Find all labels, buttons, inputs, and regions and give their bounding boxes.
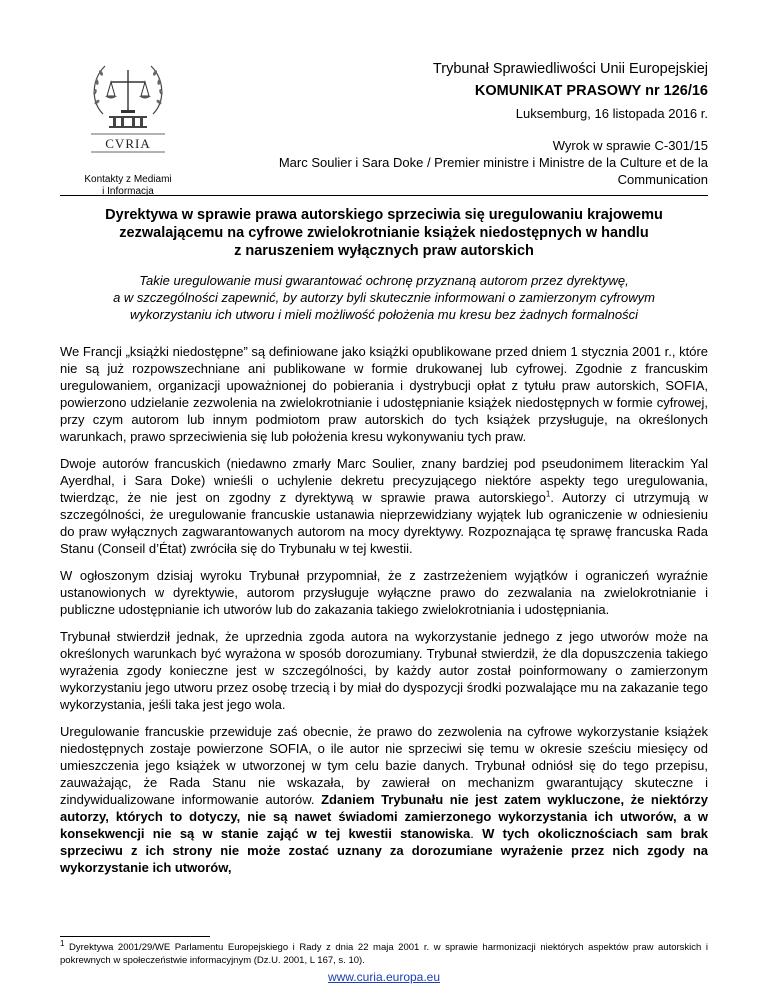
paragraph-4: Trybunał stwierdził jednak, że uprzednia zgoda autora na wykorzystanie jednego z jego utworów może na określonych warunkach być wyrażona w sposób dorozumiany. Trybunał stwierdził, że dla dopuszczenia takiego wyrażenia zgody konieczne jest w szczególności, by każdy autor został poinformowany o zamierzonym wykorzystaniu jego utworu przez osobę trzecią i by miał do dyspozycji środki pozwalające mu na zakazanie tego wykorzystania, jeśli taka jest jego wola.	[60, 629, 708, 712]
press-subtitle	[60, 272, 708, 323]
case-line1: Wyrok w sprawie C-301/15	[552, 138, 708, 153]
paragraph-1: We Francji „książki niedostępne” są definiowane jako książki opublikowane przed dniem 1 stycznia 2001 r., które nie są już rozpowszechniane ani publikowane w formie drukowanej lub cyfrowej. Zgodnie z francuskim uregulowaniem, organizacji upoważnionej do pobierania i dystrybucji opłat z tytułu praw autorskich, SOFIA, powierzono udzielanie zezwolenia na zwielokrotnianie i udostępnianie książek niedostępnych w formie cyfrowej, przy czym autorom lub innym podmiotom praw autorskich do tych książek przysługuje, na określonych warunkach, prawo sprzeciwienia się lub położenia kresu wykonywaniu tych praw.	[60, 344, 708, 444]
case-reference	[148, 137, 708, 188]
title-line1: Dyrektywa w sprawie prawa autorskiego sprzeciwia się uregulowaniu krajowemu	[105, 207, 663, 223]
footnote: $^1$ Dyrektywa 2001/29/WE Parlamentu Europejskiego i Rady z dnia 22 maja 2001 r. w sprawie harmonizacji niektórych aspektów praw autorskich i pokrewnych w społeczeństwie informacyjnym (Dz.U. 2001, L 167, s. 10).	[60, 938, 708, 966]
case-line2: Marc Soulier i Sara Doke / Premier ministre i Ministre de la Culture et de la	[278, 155, 708, 170]
contacts-line1: Kontakty z Mediami	[84, 174, 172, 185]
header-divider	[60, 195, 708, 196]
subtitle-line1: Takie uregulowanie musi gwarantować ochronę przyznaną autorom przez dyrektywę,	[139, 273, 629, 288]
case-line3: Communication	[617, 172, 708, 187]
footer	[0, 970, 768, 984]
place-date: Luksemburg, 16 listopada 2016 r.	[515, 106, 708, 121]
svg-text:CVRIA: CVRIA	[105, 136, 151, 151]
title-line3: z naruszeniem wyłącznych praw autorskich	[234, 243, 534, 259]
court-name: Trybunał Sprawiedliwości Unii Europejskiej	[432, 61, 708, 77]
press-release-number: KOMUNIKAT PRASOWY nr 126/16	[474, 83, 708, 99]
subtitle-line3: wykorzystaniu ich utworu i mieli możliwość położenia mu kresu bez żadnych formalności	[130, 307, 638, 322]
header-info	[238, 60, 708, 122]
title-line2: zezwalającemu na cyfrowe zwielokrotnianie książek niedostępnych w handlu	[119, 225, 649, 241]
paragraph-2: Dwoje autorów francuskich (niedawno zmarły Marc Soulier, znany bardziej pod pseudonimem literackim Yal Ayerdhal, i Sara Doke) wnieśli o uchylenie dekretu precyzującego niektóre aspekty tego uregulowania, twierdząc, że nie jest on zgodny z dyrektywą w sprawie prawa autorskiego$^1$. Autorzy ci utrzymują w szczególności, że uregulowanie francuskie ustanawia nieprzewidziany wyjątek lub ograniczenie w odniesieniu do praw wyłącznych zagwarantowanych autorom na mocy dyrektywy. Rozpoznająca tę sprawę francuska Rada Stanu (Conseil d’État) zwróciła się do Trybunału w tej kwestii.	[60, 456, 708, 556]
paragraph-5: Uregulowanie francuskie przewiduje zaś obecnie, że prawo do zezwolenia na cyfrowe wykorzystanie książek niedostępnych zostaje powierzone SOFIA, o ile autor nie sprzeciwi się temu w okresie sześciu miesięcy od umieszczenia jego książek w utworzonej w tym celu bazie danych. Trybunał odniósł się do tego przepisu, zauważając, że Rada Stanu nie wskazała, by zawierał on mechanizm gwarantujący skuteczne i zindywidualizowane informowanie autorów. Zdaniem Trybunału nie jest zatem wykluczone, że niektórzy autorzy, których to dotyczy, nie są nawet świadomi zamierzonego wykorzystania ich utworów, a w konsekwencji nie są w stanie zająć w tej kwestii stanowiska. W tych okolicznościach sam brak sprzeciwu z ich strony nie może zostać uznany za dorozumiane wyrażenie przez nich zgody na wykorzystanie ich utworów,	[60, 724, 709, 875]
footnote-ref[interactable]: 1	[545, 489, 551, 499]
curia-website-link[interactable]: www.curia.europa.eu	[327, 970, 441, 984]
subtitle-line2: a w szczególności zapewnić, by autorzy byli skutecznie informowani o zamierzonym cyfrowym	[113, 290, 655, 305]
press-title	[60, 206, 708, 260]
paragraph-3: W ogłoszonym dzisiaj wyroku Trybunał przypomniał, że z zastrzeżeniem wyjątków i ograniczeń wyraźnie ustanowionych w dyrektywie, autorom przysługuje wyłączne prawo do zezwalania na zwielokrotnianie i publiczne udostępnianie ich utworów lub do zakazania takiego zwielokrotniania i udostępniania.	[60, 568, 708, 617]
contacts-line2: i Informacja	[102, 186, 154, 197]
body-text	[60, 343, 708, 886]
footnote-divider	[60, 936, 210, 937]
court-emblem-icon	[83, 52, 173, 132]
